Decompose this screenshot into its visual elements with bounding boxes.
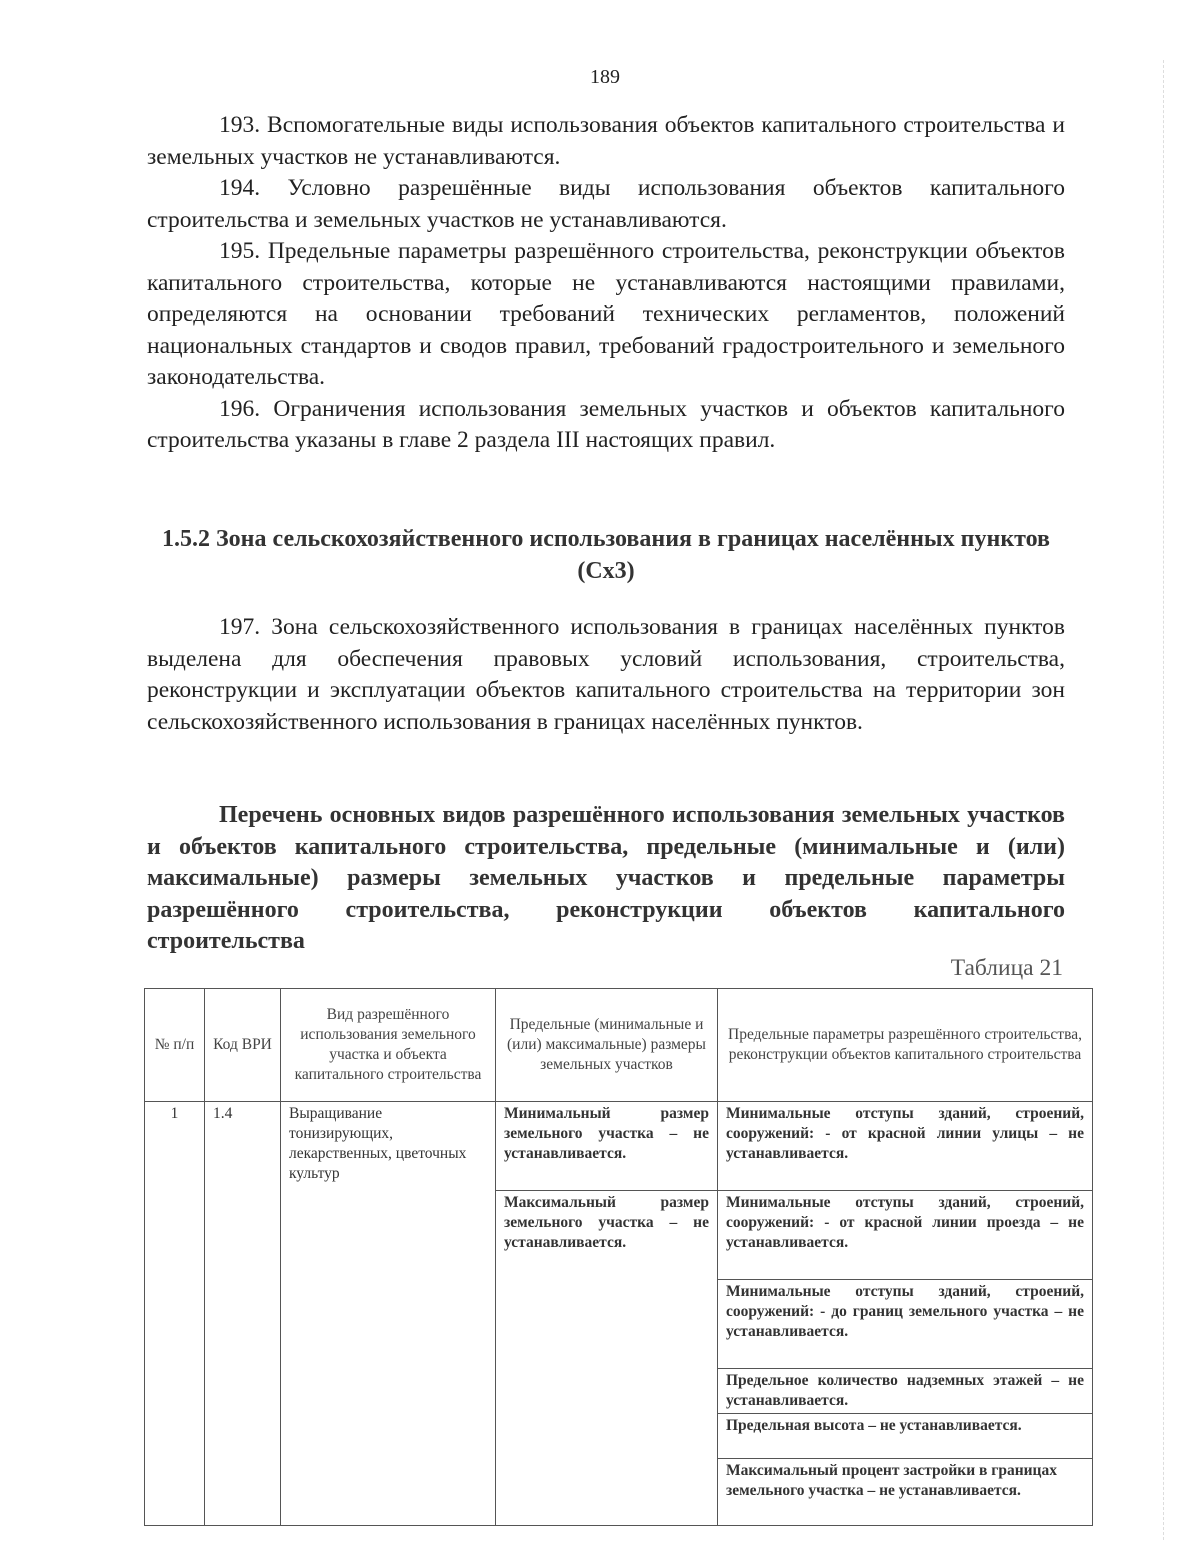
header-code: Код ВРИ (205, 989, 281, 1102)
row-use-type: Выращивание тонизирующих, лекарственных, цветочных культур (281, 1102, 496, 1526)
row-num: 1 (145, 1102, 205, 1526)
page-number: 189 (590, 66, 620, 88)
paragraphs-193-196 (147, 110, 1065, 457)
table-row (145, 1102, 1093, 1191)
size-max: Максимальный размер земельного участка – не устанавливается. (496, 1191, 718, 1526)
list-heading: Перечень основных видов разрешённого использования земельных участков и объектов капитального строительства, предельные (минимальные и (или) максимальные) размеры земельных участков и предельные параметры разрешённого строительства, реконструкции объектов капитального строительства (147, 802, 1065, 954)
header-plot-sizes: Предельные (минимальные и (или) максимальные) размеры земельных участков (496, 989, 718, 1102)
paragraph-197-block (147, 612, 1065, 738)
param-floors: Предельное количество надземных этажей – не устанавливается. (718, 1369, 1093, 1414)
paragraph-193: 193. Вспомогательные виды использования объектов капитального строительства и земельных участков не устанавливаются. (147, 112, 1065, 170)
param-offset-boundary: Минимальные отступы зданий, строений, сооружений: - до границ земельного участка – не устанавливается. (718, 1280, 1093, 1369)
paragraph-195: 195. Предельные параметры разрешённого строительства, реконструкции объектов капитального строительства, которые не устанавливаются настоящими правилами, определяются на основании требований технических регламентов, положений национальных стандартов и сводов правил, требований градостроительного и земельного законодательства. (147, 238, 1065, 390)
scan-edge-line (1163, 60, 1165, 1540)
param-offset-street: Минимальные отступы зданий, строений, сооружений: - от красной линии улицы – не устанавливается. (718, 1102, 1093, 1191)
param-offset-driveway: Минимальные отступы зданий, строений, сооружений: - от красной линии проезда – не устанавливается. (718, 1191, 1093, 1280)
header-num: № п/п (145, 989, 205, 1102)
header-build-params: Предельные параметры разрешённого строительства, реконструкции объектов капитального строительства (718, 989, 1093, 1102)
paragraph-194: 194. Условно разрешённые виды использования объектов капитального строительства и земельных участков не устанавливаются. (147, 175, 1065, 233)
size-min: Минимальный размер земельного участка – не устанавливается. (496, 1102, 718, 1191)
header-use-type: Вид разрешённого использования земельного участка и объекта капитального строительства (281, 989, 496, 1102)
table-header-row (145, 989, 1093, 1102)
param-build-percent: Максимальный процент застройки в границах земельного участка – не устанавливается. (718, 1459, 1093, 1526)
permitted-use-table (144, 988, 1093, 1526)
paragraph-197: 197. Зона сельскохозяйственного использования в границах населённых пунктов выделена для обеспечения правовых условий использования, строительства, реконструкции и эксплуатации объектов капитального строительства на территории зон сельскохозяйственного использования в границах населённых пунктов. (147, 614, 1065, 735)
paragraph-196: 196. Ограничения использования земельных участков и объектов капитального строительства указаны в главе 2 раздела III настоящих правил. (147, 395, 1065, 453)
row-code: 1.4 (205, 1102, 281, 1526)
section-heading: 1.5.2 Зона сельскохозяйственного использования в границах населённых пунктов (Сх3) (162, 526, 1050, 584)
table-caption: Таблица 21 (950, 955, 1063, 981)
param-height: Предельная высота – не устанавливается. (718, 1414, 1093, 1459)
